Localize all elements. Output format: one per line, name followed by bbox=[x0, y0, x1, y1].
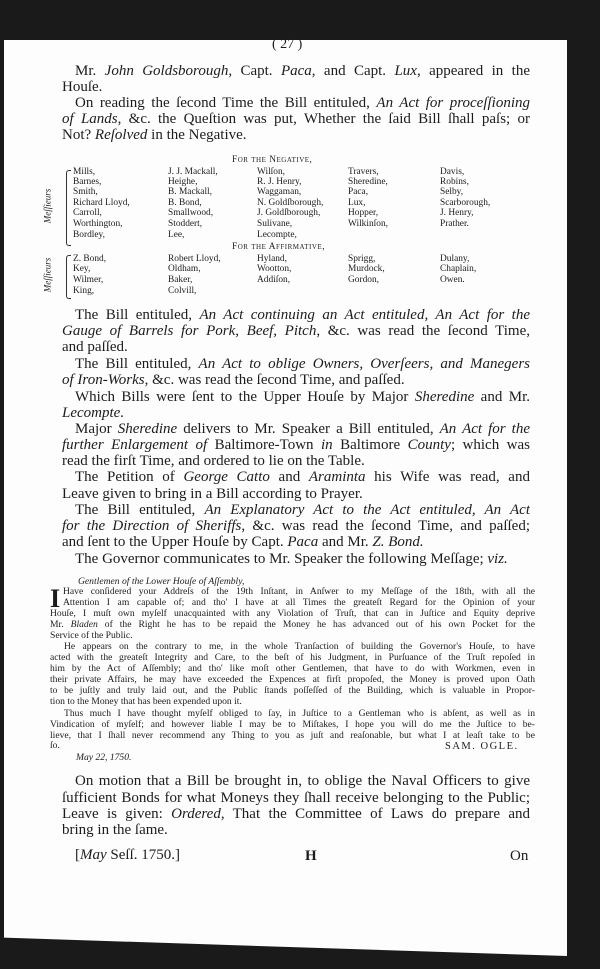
text-line bbox=[75, 551, 530, 568]
negative-vote-name: Lux, bbox=[348, 198, 366, 208]
affirmative-vote-name: Addiſon, bbox=[257, 275, 291, 285]
text-line bbox=[64, 641, 535, 652]
negative-vote-name: Smith, bbox=[73, 187, 98, 197]
catchword: On bbox=[510, 848, 529, 864]
text-line bbox=[62, 127, 530, 144]
text-line bbox=[62, 822, 530, 839]
affirmative-vote-name: Robert Lloyd, bbox=[168, 254, 221, 264]
text: Leave given to bring in a Bill according to Prayer. bbox=[62, 486, 363, 502]
bracket-negative bbox=[66, 170, 71, 246]
messieurs-label-affirmative: Meſſieurs bbox=[42, 257, 53, 293]
text: He appears on the contrary to me, in the whole Tranſaction of building the Governor's Houſe, to have bbox=[64, 641, 535, 652]
text-line bbox=[62, 806, 530, 823]
italic-text: Ordered bbox=[171, 806, 221, 822]
negative-vote-name: Davis, bbox=[440, 167, 465, 177]
negative-vote-name: Sheredine, bbox=[348, 177, 388, 187]
italic-text: John Goldsborough bbox=[104, 63, 229, 79]
affirmative-vote-name: Dulany, bbox=[440, 254, 470, 264]
negative-vote-name: Richard Lloyd, bbox=[73, 198, 130, 208]
affirmative-vote-name: Baker, bbox=[168, 275, 193, 285]
text: ; which was bbox=[450, 437, 530, 453]
negative-vote-name: Paca, bbox=[348, 187, 369, 197]
affirmative-vote-name: Key, bbox=[73, 264, 91, 274]
text: Baltimore-Town bbox=[207, 437, 322, 453]
negative-vote-name: Lecompte, bbox=[257, 230, 297, 240]
italic-text: An Act to oblige Owners, Overſeers, and Manegers bbox=[198, 356, 530, 372]
affirmative-vote-name: Murdock, bbox=[348, 264, 385, 274]
text-line bbox=[75, 389, 530, 406]
text: , &c. was read the ſecond Time, bbox=[316, 323, 530, 339]
text-line bbox=[75, 469, 530, 486]
text-line bbox=[64, 708, 535, 719]
negative-vote-name: Waggaman, bbox=[257, 187, 302, 197]
text: Attention I am capable of; and tho' I have at all Times the greateſt Regard for the Opinion of your bbox=[63, 597, 535, 608]
negative-vote-name: B. Bond, bbox=[168, 198, 202, 208]
text: their private Affairs, he may have exceeded the Expences at firſt propoſed, the Money is proved upon Oath bbox=[50, 674, 535, 685]
italic-text: County bbox=[407, 437, 451, 453]
text-line bbox=[50, 719, 535, 730]
text: , &c. was read the ſecond Time, and paſſed. bbox=[144, 372, 405, 388]
negative-vote-name: Wilkinſon, bbox=[348, 219, 388, 229]
text: On motion that a Bill be brought in, to oblige the Naval Officers to give bbox=[75, 773, 530, 789]
text: and ſent to the Upper Houſe by Capt. bbox=[62, 534, 288, 550]
italic-text: of Iron-Works bbox=[62, 372, 145, 388]
text-line bbox=[62, 437, 530, 454]
affirmative-vote-name: Hyland, bbox=[257, 254, 287, 264]
text: Not? bbox=[62, 127, 95, 143]
text: and Mr. bbox=[474, 389, 530, 405]
text-line bbox=[50, 663, 535, 674]
negative-vote-name: Prather. bbox=[440, 219, 469, 229]
text: lieve, that I ſhall never recommend any Thing to you as juſt and reaſonable, but what I at leaſt take to be bbox=[50, 730, 535, 741]
text: bring in the ſame. bbox=[62, 822, 168, 838]
negative-vote-name: Scarborough, bbox=[440, 198, 491, 208]
text-line bbox=[75, 847, 180, 864]
text: his Wife was read, and bbox=[365, 469, 530, 485]
text-line bbox=[62, 111, 530, 128]
text: ſo. bbox=[50, 740, 60, 751]
italic-text: Araminta bbox=[308, 469, 366, 485]
text-line bbox=[62, 486, 530, 503]
italic-text: An Explanatory Act to the Act entituled, An Act bbox=[204, 502, 530, 518]
text: Major bbox=[75, 421, 118, 437]
messieurs-label-negative: Meſſieurs bbox=[42, 188, 53, 224]
affirmative-vote-name: Z. Bond, bbox=[73, 254, 107, 264]
negative-vote-name: Selby, bbox=[440, 187, 464, 197]
text-line bbox=[62, 453, 530, 470]
text: , &c. was read the ſecond Time, and paſſed; bbox=[241, 518, 530, 534]
text: acted with the greateſt Integrity and Care, to the beſt of his Judgment, in Purſuance of the Truſt repoſed in bbox=[50, 652, 535, 663]
text-line bbox=[62, 323, 530, 340]
italic-text: Sheredine bbox=[117, 421, 178, 437]
text: ſufficient Bonds for what Moneys they ſhall receive belonging to the Public; bbox=[62, 790, 530, 806]
negative-vote-name: Smallwood, bbox=[168, 208, 214, 218]
negative-vote-name: Lee, bbox=[168, 230, 185, 240]
text: Which Bills were ſent to the Upper Houſe by Major bbox=[75, 389, 415, 405]
signature-mark: H bbox=[305, 848, 317, 864]
italic-text: for the Direction of Sheriffs bbox=[62, 518, 242, 534]
text: tion to the Money that has been expended upon it. bbox=[50, 696, 242, 707]
text: Vindication of myſelf; and however liable I may be to Miſtakes, I hope you will do me the Juſtice to be- bbox=[50, 719, 535, 730]
text-line bbox=[62, 534, 530, 551]
message-date: May 22, 1750. bbox=[76, 752, 132, 763]
negative-vote-name: B. Mackall, bbox=[168, 187, 213, 197]
negative-heading: For the Negative, bbox=[232, 155, 313, 165]
italic-text: George Catto bbox=[183, 469, 270, 485]
negative-vote-name: Barnes, bbox=[73, 177, 102, 187]
drop-cap: I bbox=[50, 584, 61, 613]
negative-vote-name: Robins, bbox=[440, 177, 469, 187]
italic-text: Z. Bond. bbox=[372, 534, 424, 550]
text-line bbox=[50, 674, 535, 685]
text: , &c. the Queſtion was put, Whether the ſaid Bill ſhall paſs; or bbox=[117, 111, 530, 127]
text: to be juſtly and truly laid out, and the Public ſtands poſſeſſed of the Building, which is valuable in Propor- bbox=[50, 685, 535, 696]
negative-vote-name: N. Goldſborough, bbox=[257, 198, 324, 208]
text-line bbox=[62, 405, 530, 422]
affirmative-vote-name: Colvill, bbox=[168, 286, 197, 296]
negative-vote-name: Stoddert, bbox=[168, 219, 203, 229]
negative-vote-name: Wilſon, bbox=[257, 167, 286, 177]
italic-text: Reſolved bbox=[94, 127, 148, 143]
italic-text: Gauge of Barrels for Pork, Beef, Pitch bbox=[62, 323, 317, 339]
text-line bbox=[75, 502, 530, 519]
text: in the Negative. bbox=[147, 127, 247, 143]
italic-text: An Act for the bbox=[439, 421, 530, 437]
text-line bbox=[75, 773, 530, 790]
negative-vote-name: Hopper, bbox=[348, 208, 379, 218]
italic-text: Paca bbox=[287, 534, 319, 550]
italic-text: in bbox=[321, 437, 333, 453]
text-line bbox=[50, 696, 535, 707]
italic-text: Paca bbox=[280, 63, 312, 79]
negative-vote-name: Bordley, bbox=[73, 230, 105, 240]
negative-vote-name: J. Goldſborough, bbox=[257, 208, 321, 218]
text-line bbox=[50, 619, 535, 630]
affirmative-heading: For the Affirmative, bbox=[232, 242, 326, 252]
affirmative-vote-name: Sprigg, bbox=[348, 254, 376, 264]
text: Service of the Public. bbox=[50, 630, 133, 641]
negative-vote-name: R. J. Henry, bbox=[257, 177, 302, 187]
affirmative-vote-name: Oldham, bbox=[168, 264, 201, 274]
negative-vote-name: Carroll, bbox=[73, 208, 102, 218]
negative-vote-name: J. Henry, bbox=[440, 208, 474, 218]
text-line bbox=[50, 608, 535, 619]
text: [ bbox=[75, 847, 80, 863]
italic-text: Sheredine bbox=[414, 389, 475, 405]
text: and Mr. bbox=[318, 534, 373, 550]
negative-vote-name: J. J. Mackall, bbox=[168, 167, 218, 177]
affirmative-vote-name: Wilmer, bbox=[73, 275, 104, 285]
text: delivers to Mr. Speaker a Bill entituled, bbox=[177, 421, 440, 437]
text: Houſe. bbox=[62, 79, 103, 95]
text-line bbox=[62, 518, 530, 535]
text-line bbox=[62, 339, 530, 356]
affirmative-vote-name: Chaplain, bbox=[440, 264, 477, 274]
text: Houſe, I muſt own myſelf unacquainted with any Violation of Truſt, that can in Juſtice and Equity deprive bbox=[50, 608, 535, 619]
italic-text: Lux bbox=[394, 63, 417, 79]
text: him by the Act of Aſſembly; and tho' like moſt other Gentlemen, that have to do with Workmen, even in bbox=[50, 663, 535, 674]
negative-vote-name: Heighe, bbox=[168, 177, 198, 187]
text-line bbox=[50, 652, 535, 663]
text: On reading the ſecond Time the Bill entituled, bbox=[75, 95, 377, 111]
italic-text: viz. bbox=[487, 551, 508, 567]
text-line bbox=[75, 356, 530, 373]
text: Leave is given: bbox=[62, 806, 172, 822]
affirmative-vote-name: Gordon, bbox=[348, 275, 379, 285]
page-number: ( 27 ) bbox=[272, 37, 303, 52]
text: read the firſt Time, and ordered to lie on the Table. bbox=[62, 453, 365, 469]
negative-vote-name: Mills, bbox=[73, 167, 96, 177]
italic-text: An Act for proceſſioning bbox=[376, 95, 530, 111]
affirmative-vote-name: King, bbox=[73, 286, 95, 296]
negative-vote-name: Worthington, bbox=[73, 219, 123, 229]
text-line bbox=[62, 372, 530, 389]
message-signature: SAM. OGLE. bbox=[445, 741, 519, 752]
text-line bbox=[63, 586, 535, 597]
text: and bbox=[269, 469, 309, 485]
text-line bbox=[75, 307, 530, 324]
text: , appeared in the bbox=[416, 63, 530, 79]
text-line bbox=[50, 685, 535, 696]
affirmative-vote-name: Wootton, bbox=[257, 264, 292, 274]
text-line bbox=[62, 790, 530, 807]
italic-text: further Enlargement of bbox=[62, 437, 208, 453]
text: of the Right he has to be repaid the Money he has advanced out of his own Pocket for the bbox=[97, 619, 535, 630]
text: Seſſ. 1750.] bbox=[106, 847, 180, 863]
text-line bbox=[75, 421, 530, 438]
text-line bbox=[75, 95, 530, 112]
text-line bbox=[75, 63, 530, 80]
text: Thus much I have thought myſelf obliged to ſay, in Juſtice to a Gentleman who is abſent, as well as in bbox=[64, 708, 535, 719]
affirmative-vote-name: Owen. bbox=[440, 275, 465, 285]
negative-vote-name: Travers, bbox=[348, 167, 379, 177]
text: The Governor communicates to Mr. Speaker the following Meſſage; bbox=[75, 551, 488, 567]
italic-text: May bbox=[80, 847, 107, 863]
text: , Capt. bbox=[228, 63, 281, 79]
text: Baltimore bbox=[332, 437, 408, 453]
italic-text: of Lands bbox=[62, 111, 118, 127]
text: The Bill entituled, bbox=[75, 356, 199, 372]
text: The Bill entituled, bbox=[75, 307, 200, 323]
text-line bbox=[63, 597, 535, 608]
italic-text: An Act continuing an Act entituled, An Act for the bbox=[199, 307, 530, 323]
text: Have conſidered your Addreſs of the 19th Inſtant, in Anſwer to my Meſſage of the 18th, with all the bbox=[63, 586, 535, 597]
text: and paſſed. bbox=[62, 339, 128, 355]
message-salutation: Gentlemen of the Lower Houſe of Aſſembly, bbox=[78, 576, 245, 587]
text: , That the Committee of Laws do prepare and bbox=[220, 806, 530, 822]
italic-text: Bladen bbox=[70, 619, 98, 630]
text: The Petition of bbox=[75, 469, 184, 485]
italic-text: Lecompte. bbox=[62, 405, 125, 421]
text: Mr. bbox=[50, 619, 71, 630]
text: The Bill entituled, bbox=[75, 502, 205, 518]
negative-vote-name: Sulivane, bbox=[257, 219, 293, 229]
text-line bbox=[50, 630, 535, 641]
text-line bbox=[62, 79, 530, 96]
text: , and Capt. bbox=[311, 63, 395, 79]
bracket-affirmative bbox=[66, 255, 71, 299]
text: Mr. bbox=[75, 63, 105, 79]
